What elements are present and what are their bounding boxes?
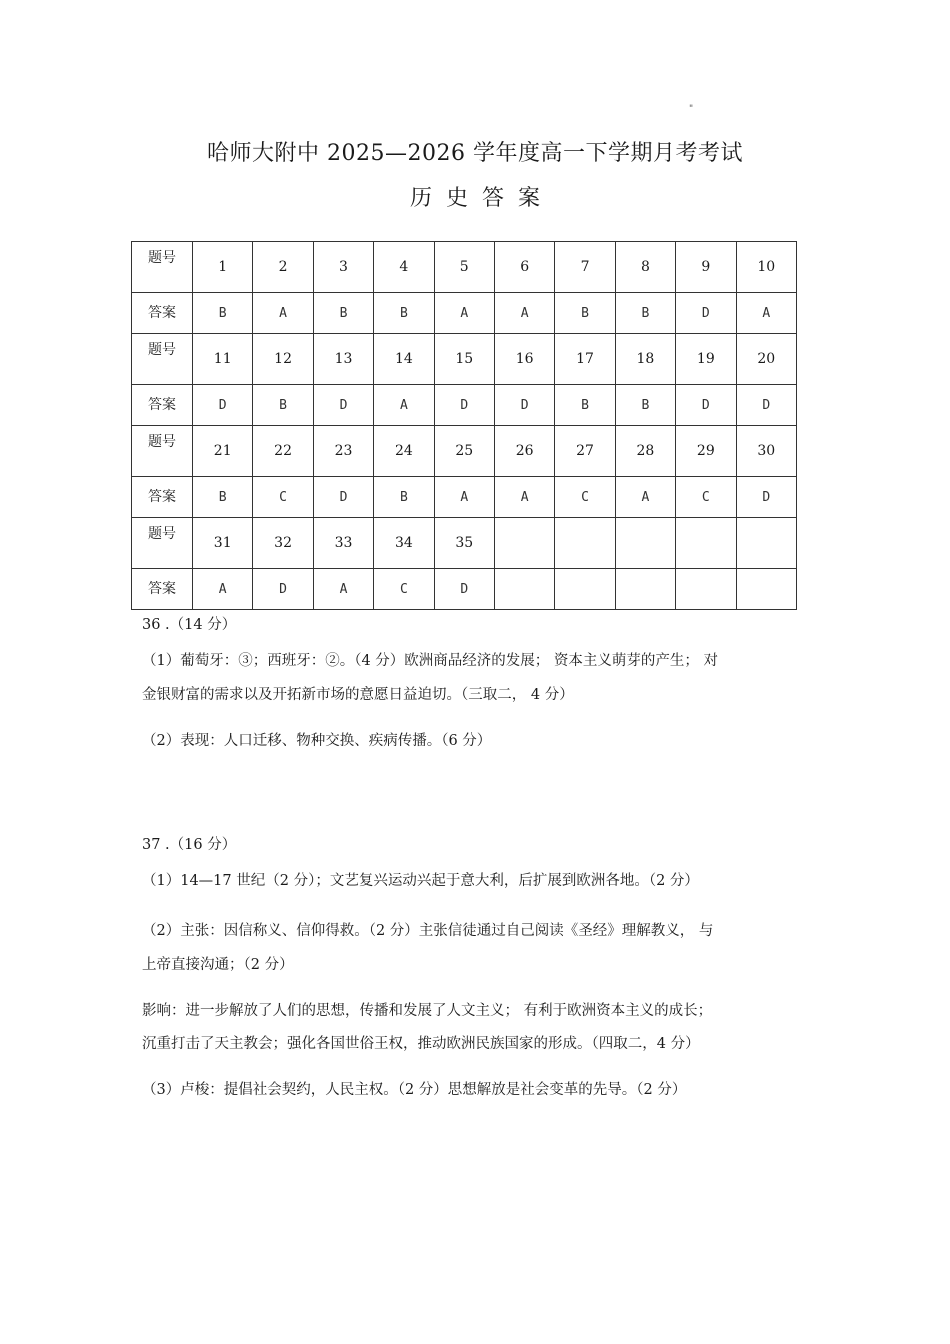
q36-part1-line2: 金银财富的需求以及开拓新市场的意愿日益迫切。（三取二， 4 分） (142, 687, 574, 703)
answer-cell: C (676, 477, 736, 518)
question-number-cell: 9 (676, 242, 736, 293)
q36-heading: 36 .（14 分） (142, 617, 237, 633)
q37-impact-line1: 影响：进一步解放了人们的思想，传播和发展了人文主义； 有利于欧洲资本主义的成长； (142, 1003, 713, 1019)
question-number-row (132, 242, 797, 293)
question-number-cell: 5 (434, 242, 494, 293)
question-number-cell: 33 (313, 518, 373, 569)
answer-cell: B (615, 293, 675, 334)
page-subtitle: 历史答案 (409, 186, 554, 211)
answer-cell: A (736, 293, 796, 334)
question-number-cell (615, 518, 675, 569)
question-number-cell: 18 (615, 334, 675, 385)
answer-cell: D (736, 477, 796, 518)
question-number-cell: 19 (676, 334, 736, 385)
answer-cell: D (434, 569, 494, 610)
question-number-cell: 2 (253, 242, 313, 293)
question-number-cell: 8 (615, 242, 675, 293)
number-label-cell: 题号 (132, 518, 193, 569)
answer-cell: A (494, 293, 554, 334)
answer-label-cell: 答案 (132, 385, 193, 426)
answer-cell: D (494, 385, 554, 426)
q37-part2-line2: 上帝直接沟通；（2 分） (142, 957, 294, 973)
question-number-cell: 23 (313, 426, 373, 477)
question-number-cell: 25 (434, 426, 494, 477)
question-number-cell: 24 (374, 426, 434, 477)
answer-row (132, 293, 797, 334)
answer-cell: A (374, 385, 434, 426)
question-number-cell (676, 518, 736, 569)
question-number-cell: 7 (555, 242, 615, 293)
answer-cell: B (555, 385, 615, 426)
question-number-cell: 17 (555, 334, 615, 385)
q37-impact-line2: 沉重打击了天主教会；强化各国世俗王权，推动欧洲民族国家的形成。（四取二，4 分） (142, 1036, 700, 1052)
answer-cell: D (676, 293, 736, 334)
answer-cell: D (676, 385, 736, 426)
question-number-cell (555, 518, 615, 569)
question-number-cell: 6 (494, 242, 554, 293)
answer-cell: D (736, 385, 796, 426)
answer-table (131, 241, 797, 610)
question-number-cell: 29 (676, 426, 736, 477)
answer-cell: D (434, 385, 494, 426)
answer-label-cell: 答案 (132, 569, 193, 610)
question-number-cell: 31 (193, 518, 253, 569)
answer-cell: B (374, 477, 434, 518)
answer-cell: A (253, 293, 313, 334)
question-number-cell (494, 518, 554, 569)
answer-cell: B (193, 477, 253, 518)
number-label-cell: 题号 (132, 426, 193, 477)
answer-cell: D (313, 385, 373, 426)
answer-cell: C (374, 569, 434, 610)
question-number-cell: 10 (736, 242, 796, 293)
answer-cell: C (555, 477, 615, 518)
question-number-cell: 28 (615, 426, 675, 477)
number-label-cell: 题号 (132, 242, 193, 293)
answer-cell: B (374, 293, 434, 334)
answer-cell (555, 569, 615, 610)
question-number-row (132, 334, 797, 385)
answer-cell: A (434, 293, 494, 334)
question-number-cell: 32 (253, 518, 313, 569)
answer-cell (494, 569, 554, 610)
answer-cell: A (193, 569, 253, 610)
question-number-cell: 1 (193, 242, 253, 293)
answer-cell: D (253, 569, 313, 610)
answer-row (132, 477, 797, 518)
answer-cell: A (615, 477, 675, 518)
question-number-cell: 4 (374, 242, 434, 293)
q37-part3: （3）卢梭：提倡社会契约，人民主权。（2 分）思想解放是社会变革的先导。（2 分） (142, 1082, 687, 1098)
answer-cell (615, 569, 675, 610)
q36-part1-line1: （1）葡萄牙：③；西班牙：②。（4 分）欧洲商品经济的发展； 资本主义萌芽的产生； 对 (142, 653, 719, 669)
question-number-cell: 35 (434, 518, 494, 569)
answer-cell: B (313, 293, 373, 334)
q37-heading: 37 .（16 分） (142, 837, 237, 853)
answer-cell: B (253, 385, 313, 426)
question-number-cell: 30 (736, 426, 796, 477)
answer-cell: A (434, 477, 494, 518)
q37-part2-line1: （2）主张：因信称义、信仰得救。（2 分）主张信徒通过自己阅读《圣经》理解教义， 与 (142, 923, 714, 939)
number-label-cell: 题号 (132, 334, 193, 385)
question-number-cell: 15 (434, 334, 494, 385)
answer-cell: D (193, 385, 253, 426)
q36-part2: （2）表现：人口迁移、物种交换、疾病传播。（6 分） (142, 733, 492, 749)
question-number-cell: 12 (253, 334, 313, 385)
question-number-cell: 27 (555, 426, 615, 477)
answer-label-cell: 答案 (132, 477, 193, 518)
question-number-cell: 22 (253, 426, 313, 477)
answer-cell: C (253, 477, 313, 518)
answer-cell (676, 569, 736, 610)
question-number-cell: 20 (736, 334, 796, 385)
answer-row (132, 385, 797, 426)
question-number-cell (736, 518, 796, 569)
answer-cell: D (313, 477, 373, 518)
question-number-cell: 26 (494, 426, 554, 477)
answer-cell: A (313, 569, 373, 610)
question-number-cell: 34 (374, 518, 434, 569)
corner-mark: " (689, 104, 694, 114)
question-number-cell: 3 (313, 242, 373, 293)
answer-cell: B (193, 293, 253, 334)
question-number-cell: 14 (374, 334, 434, 385)
question-number-cell: 16 (494, 334, 554, 385)
answer-cell: B (555, 293, 615, 334)
answer-cell: B (615, 385, 675, 426)
answer-cell: A (494, 477, 554, 518)
answer-label-cell: 答案 (132, 293, 193, 334)
question-number-cell: 11 (193, 334, 253, 385)
question-number-cell: 21 (193, 426, 253, 477)
q37-part1: （1）14—17 世纪（2 分）；文艺复兴运动兴起于意大利，后扩展到欧洲各地。（2 分） (142, 873, 699, 889)
answer-cell (736, 569, 796, 610)
question-number-row (132, 426, 797, 477)
answer-row (132, 569, 797, 610)
question-number-row (132, 518, 797, 569)
page-title: 哈师大附中 2025—2026 学年度高一下学期月考考试 (207, 141, 743, 166)
question-number-cell: 13 (313, 334, 373, 385)
